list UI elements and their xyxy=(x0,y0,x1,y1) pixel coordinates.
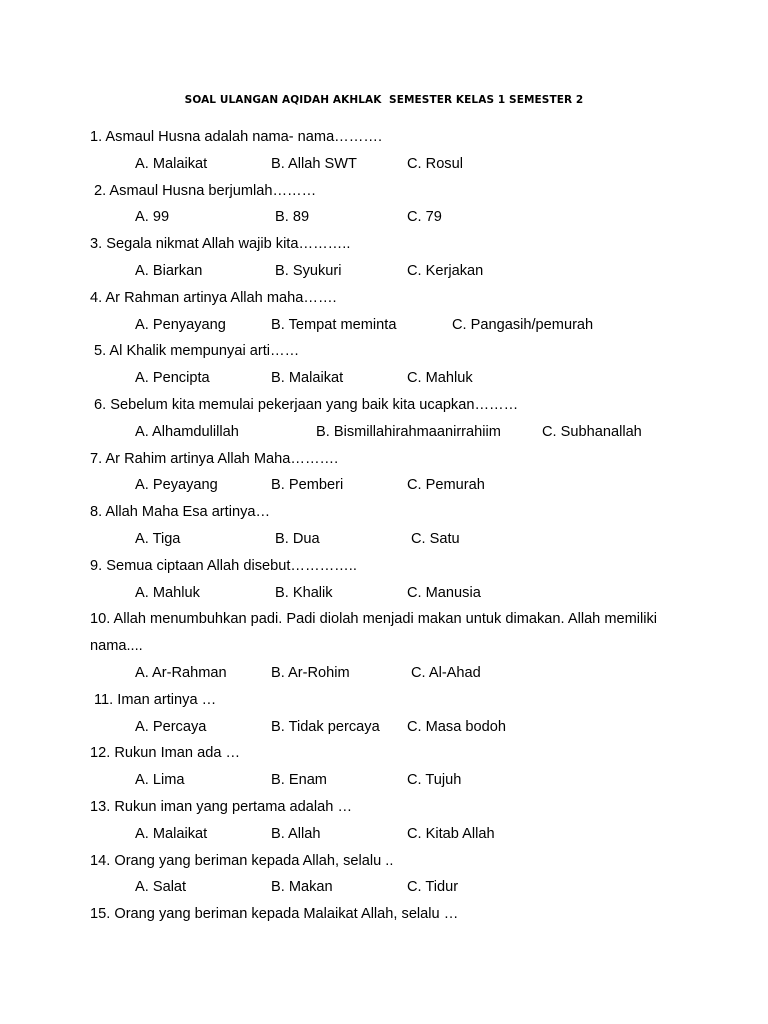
question-6-options xyxy=(90,419,700,446)
question-text: 1. Asmaul Husna adalah nama- nama………. xyxy=(90,129,383,145)
option-c: C. Rosul xyxy=(407,155,463,172)
option-c: C. Tujuh xyxy=(407,772,462,789)
option-a: A. Tiga xyxy=(135,530,181,547)
question-10-continued xyxy=(90,633,700,660)
question-6 xyxy=(90,392,700,419)
option-a: A. Lima xyxy=(135,772,185,789)
question-3-options xyxy=(90,258,700,285)
option-c: C. Manusia xyxy=(407,584,481,601)
question-2 xyxy=(90,178,700,205)
question-13-options xyxy=(90,821,700,848)
question-1-options xyxy=(90,151,700,178)
question-text: 12. Rukun Iman ada … xyxy=(90,745,241,762)
question-5 xyxy=(90,338,700,365)
option-c: C. Satu xyxy=(411,530,460,547)
option-a: A. Peyayang xyxy=(135,477,218,494)
question-12 xyxy=(90,740,700,767)
option-c: C. Kitab Allah xyxy=(407,825,495,842)
option-c: C. Pemurah xyxy=(407,477,485,494)
option-c: C. Pangasih/pemurah xyxy=(452,316,594,333)
question-text: 11. Iman artinya … xyxy=(94,691,217,708)
question-text: 14. Orang yang beriman kepada Allah, selalu .. xyxy=(90,852,394,869)
option-c: C. Kerjakan xyxy=(407,262,484,279)
option-b: B. Enam xyxy=(271,772,327,789)
question-10-options xyxy=(90,660,700,687)
option-c: C. Tidur xyxy=(407,879,459,896)
question-11 xyxy=(90,687,700,714)
option-b: B. Pemberi xyxy=(271,477,344,494)
question-3 xyxy=(90,231,700,258)
option-a: A. Penyayang xyxy=(135,316,226,333)
option-a: A. Percaya xyxy=(135,718,207,735)
question-9 xyxy=(90,553,700,580)
option-a: A. Mahluk xyxy=(135,584,200,601)
option-a: A. Biarkan xyxy=(135,262,203,279)
question-9-options xyxy=(90,580,700,607)
option-a: A. Pencipta xyxy=(135,370,210,387)
option-a: A. Malaikat xyxy=(135,155,208,172)
option-c: C. Mahluk xyxy=(407,370,473,387)
question-text-continued: nama.... xyxy=(90,638,143,655)
question-14 xyxy=(90,848,700,875)
question-4-options xyxy=(90,312,700,339)
option-a: A. Alhamdulillah xyxy=(135,423,239,440)
question-list xyxy=(90,124,700,928)
option-a: A. 99 xyxy=(135,209,170,226)
option-b: B. Syukuri xyxy=(275,262,342,279)
question-text: 4. Ar Rahman artinya Allah maha……. xyxy=(90,289,337,306)
page-title: SOAL ULANGAN AQIDAH AKHLAK SEMESTER KELAS 1 SEMESTER 2 xyxy=(184,94,584,106)
question-10 xyxy=(90,606,700,633)
question-text: 10. Allah menumbuhkan padi. Padi diolah menjadi makan untuk dimakan. Allah memiliki xyxy=(90,611,658,628)
option-c: C. Masa bodoh xyxy=(407,718,506,735)
option-b: B. Ar-Rohim xyxy=(271,664,350,681)
question-7 xyxy=(90,446,700,473)
question-text: 3. Segala nikmat Allah wajib kita……….. xyxy=(90,236,351,253)
question-5-options xyxy=(90,365,700,392)
question-4 xyxy=(90,285,700,312)
question-8 xyxy=(90,499,700,526)
question-14-options xyxy=(90,874,700,901)
question-12-options xyxy=(90,767,700,794)
question-text: 9. Semua ciptaan Allah disebut………….. xyxy=(90,557,357,574)
question-1 xyxy=(90,124,700,151)
option-a: A. Ar-Rahman xyxy=(135,664,227,681)
option-b: B. Makan xyxy=(271,879,333,896)
option-b: B. Malaikat xyxy=(271,370,344,387)
question-text: 7. Ar Rahim artinya Allah Maha………. xyxy=(90,450,339,467)
option-c: C. 79 xyxy=(407,209,442,226)
option-b: B. Tidak percaya xyxy=(271,718,380,735)
question-text: 8. Allah Maha Esa artinya… xyxy=(90,504,271,521)
option-b: B. 89 xyxy=(275,209,310,226)
question-15 xyxy=(90,901,700,928)
option-b: B. Khalik xyxy=(275,584,333,601)
question-11-options xyxy=(90,714,700,741)
option-c: C. Al-Ahad xyxy=(411,664,481,681)
question-2-options xyxy=(90,204,700,231)
question-text: 6. Sebelum kita memulai pekerjaan yang baik kita ucapkan……… xyxy=(94,396,519,413)
option-b: B. Allah SWT xyxy=(271,155,357,172)
question-text: 2. Asmaul Husna berjumlah……… xyxy=(94,182,317,199)
option-b: B. Bismillahirahmaanirrahiim xyxy=(316,423,501,440)
question-text: 5. Al Khalik mempunyai arti…… xyxy=(94,343,300,360)
question-text: 13. Rukun iman yang pertama adalah … xyxy=(90,798,353,815)
option-b: B. Tempat meminta xyxy=(271,316,397,333)
option-a: A. Malaikat xyxy=(135,825,208,842)
question-7-options xyxy=(90,472,700,499)
question-8-options xyxy=(90,526,700,553)
option-b: B. Dua xyxy=(275,530,320,547)
option-b: B. Allah xyxy=(271,825,321,842)
question-text: 15. Orang yang beriman kepada Malaikat Allah, selalu … xyxy=(90,906,459,923)
option-a: A. Salat xyxy=(135,879,187,896)
option-c: C. Subhanallah xyxy=(542,423,642,440)
question-13 xyxy=(90,794,700,821)
